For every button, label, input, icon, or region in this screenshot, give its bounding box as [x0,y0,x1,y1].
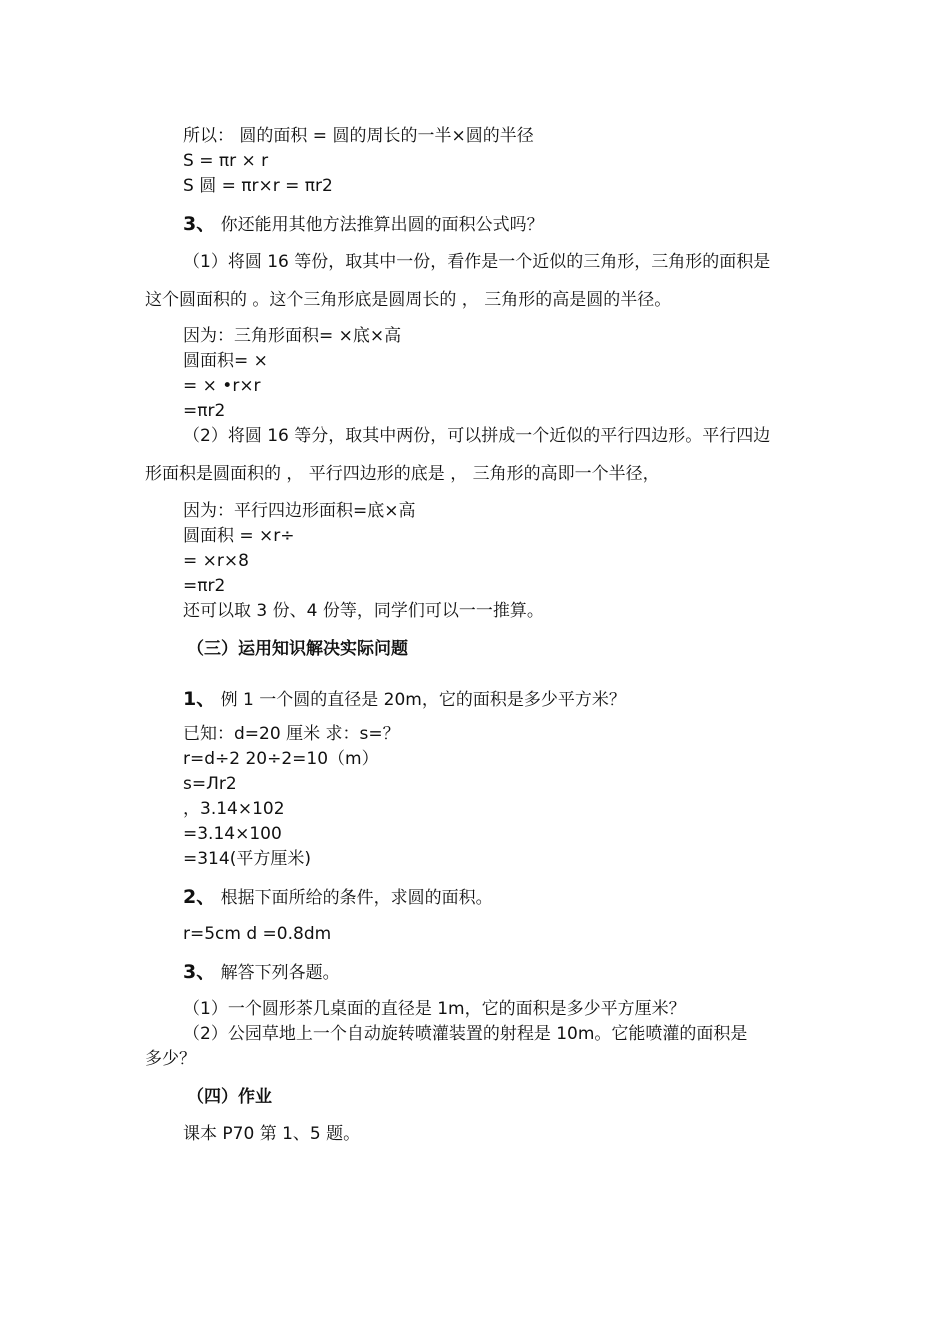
text-line: 形面积是圆面积的 ， 平行四边形的底是 ， 三角形的高即一个半径， [145,464,660,484]
text-line: 圆面积 = ×r÷ [183,526,295,546]
text-line: r=5cm d =0.8dm [183,924,332,944]
item-text: 解答下列各题。 [220,963,340,983]
text-line: 课本 P70 第 1、5 题。 [183,1124,361,1144]
text-line: =3.14×100 [183,824,282,844]
text-line: =314(平方厘米) [183,849,311,869]
text-line: S = πr × r [183,151,269,171]
text-line: （1）将圆 16 等份，取其中一份，看作是一个近似的三角形，三角形的面积是 [183,252,771,272]
text-line: 因为：平行四边形面积=底×高 [183,501,416,521]
item-number: 3、 [183,213,216,235]
text-line: 还可以取 3 份、4 份等，同学们可以一一推算。 [183,601,544,621]
section-item [183,960,340,985]
text-line: r=d÷2 20÷2=10（m） [183,749,379,769]
text-line: s=Лr2 [183,774,237,794]
text-line: 圆面积= × [183,351,268,371]
section-item [183,885,493,910]
item-number: 2、 [183,886,216,908]
text-line: ，3.14×102 [183,799,285,819]
text-line: 因为：三角形面积= ×底×高 [183,326,402,346]
text-line: =πr2 [183,576,226,596]
text-line: S 圆 = πr×r = πr2 [183,176,333,196]
text-line: 多少？ [145,1049,196,1069]
text-line: 所以： 圆的面积 = 圆的周长的一半×圆的半径 [183,126,534,146]
section-heading: （三）运用知识解决实际问题 [187,639,408,659]
section-item [183,212,544,237]
text-line: （2）公园草地上一个自动旋转喷灌装置的射程是 10m。它能喷灌的面积是 [183,1024,748,1044]
text-line: = × •r×r [183,376,261,396]
item-number: 1、 [183,688,216,710]
item-text: 根据下面所给的条件，求圆的面积。 [220,888,493,908]
text-line: 这个圆面积的 。这个三角形底是圆周长的 ， 三角形的高是圆的半径。 [145,290,672,310]
text-line: 已知：d=20 厘米 求：s=？ [183,724,400,744]
text-line: （1）一个圆形茶几桌面的直径是 1m，它的面积是多少平方厘米？ [183,999,686,1019]
item-number: 3、 [183,961,216,983]
text-line: =πr2 [183,401,226,421]
section-item [183,687,626,712]
item-text: 例 1 一个圆的直径是 20m，它的面积是多少平方米？ [220,690,626,710]
item-text: 你还能用其他方法推算出圆的面积公式吗？ [220,215,544,235]
text-line: = ×r×8 [183,551,249,571]
text-line: （2）将圆 16 等分，取其中两份，可以拼成一个近似的平行四边形。平行四边 [183,426,771,446]
section-heading: （四）作业 [187,1087,272,1107]
